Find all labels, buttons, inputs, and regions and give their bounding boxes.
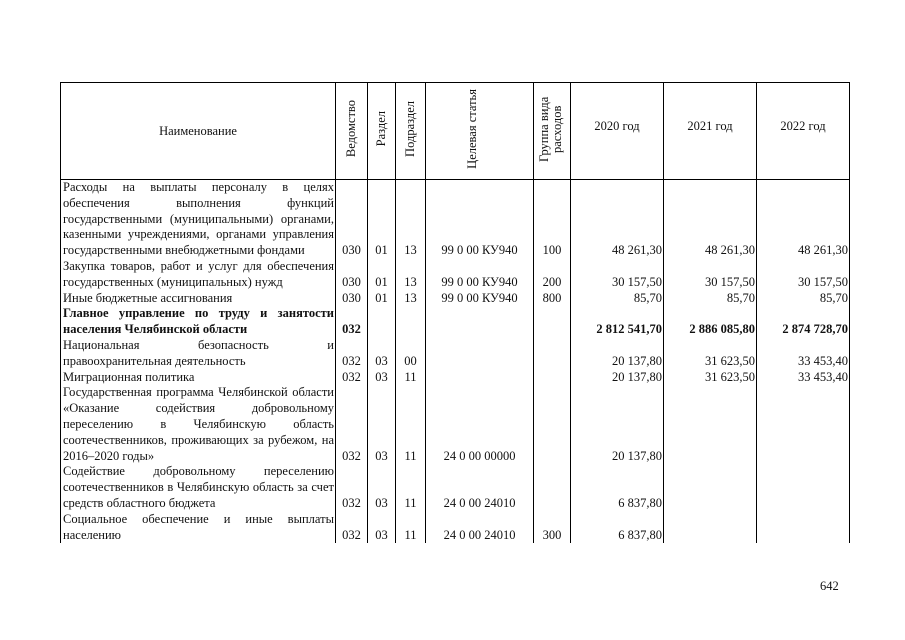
cell-target-article	[426, 306, 534, 338]
table-row	[61, 180, 850, 259]
cell-year-2021: 30 157,50	[664, 259, 757, 291]
cell-department: 032	[336, 464, 368, 511]
cell-department: 030	[336, 180, 368, 259]
cell-target-article	[426, 370, 534, 386]
cell-year-2020: 6 837,80	[571, 464, 664, 511]
cell-year-2020: 85,70	[571, 291, 664, 307]
cell-expense-group	[534, 338, 571, 370]
cell-name: Закупка товаров, работ и услуг для обеспечения государственных (муниципальных) нужд	[61, 259, 336, 291]
table-row	[61, 464, 850, 511]
cell-section: 03	[368, 370, 396, 386]
page-number: 642	[820, 579, 839, 593]
cell-section: 03	[368, 512, 396, 544]
cell-subsection: 13	[396, 259, 426, 291]
cell-name: Содействие добровольному переселению соотечественников в Челябинскую область за счет средств областного бюджета	[61, 464, 336, 511]
cell-expense-group: 300	[534, 512, 571, 544]
cell-name: Миграционная политика	[61, 370, 336, 386]
header-department: Ведомство	[336, 83, 368, 180]
cell-section: 03	[368, 385, 396, 464]
cell-department: 032	[336, 512, 368, 544]
cell-name: Социальное обеспечение и иные выплаты населению	[61, 512, 336, 544]
cell-section: 01	[368, 180, 396, 259]
cell-year-2021: 48 261,30	[664, 180, 757, 259]
cell-department: 030	[336, 259, 368, 291]
cell-year-2021: 31 623,50	[664, 338, 757, 370]
cell-department: 032	[336, 338, 368, 370]
cell-year-2020: 30 157,50	[571, 259, 664, 291]
cell-name: Национальная безопасность и правоохранительная деятельность	[61, 338, 336, 370]
cell-expense-group: 200	[534, 259, 571, 291]
header-name: Наименование	[61, 83, 336, 180]
cell-expense-group: 100	[534, 180, 571, 259]
cell-expense-group	[534, 306, 571, 338]
header-year-2022: 2022 год	[757, 83, 850, 180]
cell-department: 030	[336, 291, 368, 307]
cell-expense-group: 800	[534, 291, 571, 307]
header-expense-group: Группа вида расходов	[534, 83, 571, 180]
cell-subsection: 00	[396, 338, 426, 370]
cell-year-2022: 2 874 728,70	[757, 306, 850, 338]
cell-year-2021: 85,70	[664, 291, 757, 307]
cell-year-2021: 2 886 085,80	[664, 306, 757, 338]
cell-year-2022: 48 261,30	[757, 180, 850, 259]
cell-target-article: 24 0 00 24010	[426, 512, 534, 544]
cell-year-2020: 48 261,30	[571, 180, 664, 259]
budget-table	[60, 82, 850, 543]
table-row	[61, 338, 850, 370]
cell-name: Расходы на выплаты персоналу в целях обеспечения выполнения функций государственными (муниципальными) органами, казенными учреждениями, органами управления государственными внебюджетными фондами	[61, 180, 336, 259]
cell-year-2020: 20 137,80	[571, 338, 664, 370]
cell-section: 01	[368, 259, 396, 291]
cell-year-2020: 20 137,80	[571, 370, 664, 386]
table-row	[61, 306, 850, 338]
cell-subsection: 13	[396, 291, 426, 307]
cell-year-2021	[664, 385, 757, 464]
cell-target-article: 99 0 00 КУ940	[426, 291, 534, 307]
cell-section: 03	[368, 338, 396, 370]
table-row	[61, 370, 850, 386]
header-target-article: Целевая статья	[426, 83, 534, 180]
cell-section: 03	[368, 464, 396, 511]
table-row	[61, 385, 850, 464]
cell-year-2022: 33 453,40	[757, 370, 850, 386]
header-year-2020: 2020 год	[571, 83, 664, 180]
cell-expense-group	[534, 385, 571, 464]
header-year-2021: 2021 год	[664, 83, 757, 180]
cell-year-2021	[664, 464, 757, 511]
table-row	[61, 291, 850, 307]
header-section: Раздел	[368, 83, 396, 180]
cell-year-2020: 20 137,80	[571, 385, 664, 464]
cell-expense-group	[534, 370, 571, 386]
cell-year-2022	[757, 385, 850, 464]
cell-year-2022: 85,70	[757, 291, 850, 307]
cell-subsection: 11	[396, 370, 426, 386]
cell-year-2021: 31 623,50	[664, 370, 757, 386]
table-row	[61, 512, 850, 544]
cell-target-article: 24 0 00 24010	[426, 464, 534, 511]
cell-year-2022	[757, 464, 850, 511]
cell-year-2022: 33 453,40	[757, 338, 850, 370]
cell-target-article: 99 0 00 КУ940	[426, 259, 534, 291]
cell-name: Иные бюджетные ассигнования	[61, 291, 336, 307]
cell-section: 01	[368, 291, 396, 307]
header-subsection: Подраздел	[396, 83, 426, 180]
cell-name: Государственная программа Челябинской области «Оказание содействия добровольному переселению в Челябинскую область соотечественников, проживающих за рубежом, на 2016–2020 годы»	[61, 385, 336, 464]
cell-department: 032	[336, 370, 368, 386]
table-row	[61, 259, 850, 291]
cell-target-article: 99 0 00 КУ940	[426, 180, 534, 259]
cell-department: 032	[336, 306, 368, 338]
cell-subsection: 11	[396, 464, 426, 511]
table-body	[61, 180, 850, 544]
cell-section	[368, 306, 396, 338]
cell-subsection	[396, 306, 426, 338]
cell-target-article	[426, 338, 534, 370]
cell-subsection: 11	[396, 512, 426, 544]
cell-department: 032	[336, 385, 368, 464]
cell-subsection: 11	[396, 385, 426, 464]
cell-target-article: 24 0 00 00000	[426, 385, 534, 464]
cell-year-2020: 2 812 541,70	[571, 306, 664, 338]
cell-expense-group	[534, 464, 571, 511]
cell-year-2022: 30 157,50	[757, 259, 850, 291]
cell-year-2022	[757, 512, 850, 544]
header-row	[61, 83, 850, 180]
cell-year-2021	[664, 512, 757, 544]
cell-subsection: 13	[396, 180, 426, 259]
cell-name: Главное управление по труду и занятости населения Челябинской области	[61, 306, 336, 338]
cell-year-2020: 6 837,80	[571, 512, 664, 544]
